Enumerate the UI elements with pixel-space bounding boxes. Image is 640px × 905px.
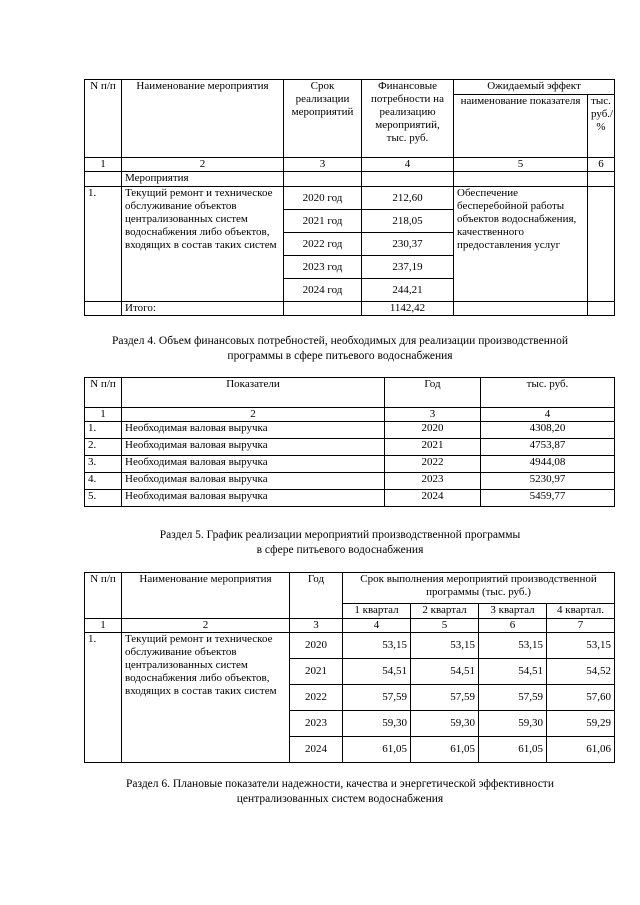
measures-table bbox=[84, 79, 615, 316]
table-row bbox=[85, 422, 615, 439]
col-number: 2 bbox=[122, 158, 284, 172]
header-effect: Ожидаемый эффект bbox=[454, 80, 615, 95]
row-q1: 53,15 bbox=[343, 633, 411, 659]
header-name: Наименование мероприятия bbox=[122, 573, 290, 619]
row-year: 2023 bbox=[290, 711, 343, 737]
empty-cell bbox=[454, 302, 588, 316]
row-q1: 59,30 bbox=[343, 711, 411, 737]
empty-cell bbox=[85, 302, 122, 316]
row-num: 2. bbox=[85, 439, 122, 456]
empty-cell bbox=[284, 172, 362, 187]
row-year: 2021 bbox=[290, 659, 343, 685]
col-number: 2 bbox=[122, 408, 385, 422]
header-finance: Финансовые потребности на реализацию мероприятий, тыс. руб. bbox=[362, 80, 454, 158]
revenue-table bbox=[84, 377, 615, 507]
row-year: 2024 bbox=[290, 737, 343, 763]
year-cell: 2021 год bbox=[284, 210, 362, 233]
section-4-title-line1: Раздел 4. Объем финансовых потребностей, необходимых для реализации производственной bbox=[112, 335, 568, 347]
amount-cell: 212,60 bbox=[362, 187, 454, 210]
year-cell: 2020 год bbox=[284, 187, 362, 210]
col-number: 4 bbox=[362, 158, 454, 172]
amount-cell: 237,19 bbox=[362, 256, 454, 279]
col-number: 2 bbox=[122, 619, 290, 633]
empty-cell bbox=[85, 172, 122, 187]
col-number: 1 bbox=[85, 158, 122, 172]
header-q3: 3 квартал bbox=[479, 604, 547, 619]
year-cell: 2023 год bbox=[284, 256, 362, 279]
row-num: 1. bbox=[85, 422, 122, 439]
empty-cell bbox=[588, 302, 615, 316]
section-4-title-line2: программы в сфере питьевого водоснабжения bbox=[227, 350, 453, 362]
item-num: 1. bbox=[85, 633, 122, 763]
row-amount: 4944,08 bbox=[481, 456, 615, 473]
row-q1: 57,59 bbox=[343, 685, 411, 711]
header-q1: 1 квартал bbox=[343, 604, 411, 619]
table-row bbox=[85, 439, 615, 456]
row-q4: 54,52 bbox=[547, 659, 615, 685]
total-label: Итого: bbox=[122, 302, 284, 316]
row-num: 5. bbox=[85, 490, 122, 507]
row-q2: 61,05 bbox=[411, 737, 479, 763]
section-6-title bbox=[60, 777, 620, 807]
table-row bbox=[85, 633, 615, 659]
row-q2: 53,15 bbox=[411, 633, 479, 659]
amount-cell: 230,37 bbox=[362, 233, 454, 256]
year-cell: 2022 год bbox=[284, 233, 362, 256]
amount-cell: 244,21 bbox=[362, 279, 454, 302]
item-name: Текущий ремонт и техническое обслуживание объектов централизованных систем водоснабжения либо объектов, входящих в состав таких систем bbox=[122, 633, 290, 763]
empty-cell bbox=[362, 172, 454, 187]
row-q3: 53,15 bbox=[479, 633, 547, 659]
col-number: 3 bbox=[290, 619, 343, 633]
row-name: Необходимая валовая выручка bbox=[122, 422, 385, 439]
col-number: 5 bbox=[411, 619, 479, 633]
row-amount: 4308,20 bbox=[481, 422, 615, 439]
total-value: 1142,42 bbox=[362, 302, 454, 316]
empty-cell bbox=[588, 172, 615, 187]
section-6-title-line2: централизованных систем водоснабжения bbox=[236, 793, 444, 805]
year-cell: 2024 год bbox=[284, 279, 362, 302]
row-q4: 59,29 bbox=[547, 711, 615, 737]
table-row bbox=[85, 456, 615, 473]
header-indicators: Показатели bbox=[122, 378, 385, 408]
row-amount: 5459,77 bbox=[481, 490, 615, 507]
section-5-title bbox=[60, 528, 620, 558]
empty-cell bbox=[284, 302, 362, 316]
row-year: 2020 bbox=[385, 422, 481, 439]
row-year: 2022 bbox=[290, 685, 343, 711]
header-amount: тыс. руб. bbox=[481, 378, 615, 408]
section-5-title-line1: Раздел 5. График реализации мероприятий производственной программы bbox=[159, 529, 521, 541]
row-q3: 59,30 bbox=[479, 711, 547, 737]
col-number: 6 bbox=[588, 158, 615, 172]
row-amount: 5230,97 bbox=[481, 473, 615, 490]
header-unit: тыс. руб./ % bbox=[588, 95, 615, 158]
row-num: 3. bbox=[85, 456, 122, 473]
col-number: 3 bbox=[284, 158, 362, 172]
header-indicator: наименование показателя bbox=[454, 95, 588, 158]
header-num: N п/п bbox=[85, 80, 122, 158]
col-number: 5 bbox=[454, 158, 588, 172]
row-year: 2023 bbox=[385, 473, 481, 490]
header-year: Год bbox=[385, 378, 481, 408]
row-q2: 59,30 bbox=[411, 711, 479, 737]
header-name: Наименование мероприятия bbox=[122, 80, 284, 158]
col-number: 7 bbox=[547, 619, 615, 633]
row-q4: 57,60 bbox=[547, 685, 615, 711]
section-6-title-line1: Раздел 6. Плановые показатели надежности, качества и энергетической эффективности bbox=[126, 778, 554, 790]
row-q1: 61,05 bbox=[343, 737, 411, 763]
item-num: 1. bbox=[85, 187, 122, 302]
row-name: Необходимая валовая выручка bbox=[122, 456, 385, 473]
col-number: 3 bbox=[385, 408, 481, 422]
header-q4: 4 квартал. bbox=[547, 604, 615, 619]
row-q2: 54,51 bbox=[411, 659, 479, 685]
header-term: Срок выполнения мероприятий производственной программы (тыс. руб.) bbox=[343, 573, 615, 604]
row-year: 2021 bbox=[385, 439, 481, 456]
col-number: 6 bbox=[479, 619, 547, 633]
row-q3: 57,59 bbox=[479, 685, 547, 711]
amount-cell: 218,05 bbox=[362, 210, 454, 233]
header-term: Срок реализации мероприятий bbox=[284, 80, 362, 158]
row-num: 4. bbox=[85, 473, 122, 490]
table-row bbox=[85, 473, 615, 490]
effect-text: Обеспечение бесперебойной работы объектов водоснабжения, качественного предоставления услуг bbox=[454, 187, 588, 302]
row-year: 2022 bbox=[385, 456, 481, 473]
col-number: 4 bbox=[343, 619, 411, 633]
section-5-title-line2: в сфере питьевого водоснабжения bbox=[256, 544, 424, 556]
header-year: Год bbox=[290, 573, 343, 619]
row-q3: 54,51 bbox=[479, 659, 547, 685]
col-number: 1 bbox=[85, 408, 122, 422]
section-label: Мероприятия bbox=[122, 172, 284, 187]
row-year: 2024 bbox=[385, 490, 481, 507]
row-q4: 53,15 bbox=[547, 633, 615, 659]
col-number: 4 bbox=[481, 408, 615, 422]
row-q3: 61,05 bbox=[479, 737, 547, 763]
section-4-title bbox=[60, 334, 620, 364]
row-q2: 57,59 bbox=[411, 685, 479, 711]
col-number: 1 bbox=[85, 619, 122, 633]
table-row bbox=[85, 490, 615, 507]
empty-cell bbox=[454, 172, 588, 187]
row-q1: 54,51 bbox=[343, 659, 411, 685]
header-q2: 2 квартал bbox=[411, 604, 479, 619]
schedule-table bbox=[84, 572, 615, 763]
row-name: Необходимая валовая выручка bbox=[122, 439, 385, 456]
row-year: 2020 bbox=[290, 633, 343, 659]
header-num: N п/п bbox=[85, 378, 122, 408]
row-amount: 4753,87 bbox=[481, 439, 615, 456]
row-name: Необходимая валовая выручка bbox=[122, 473, 385, 490]
item-name: Текущий ремонт и техническое обслуживание объектов централизованных систем водоснабжения либо объектов, входящих в состав таких систем bbox=[122, 187, 284, 302]
empty-cell bbox=[588, 187, 615, 302]
row-name: Необходимая валовая выручка bbox=[122, 490, 385, 507]
row-q4: 61,06 bbox=[547, 737, 615, 763]
header-num: N п/п bbox=[85, 573, 122, 619]
